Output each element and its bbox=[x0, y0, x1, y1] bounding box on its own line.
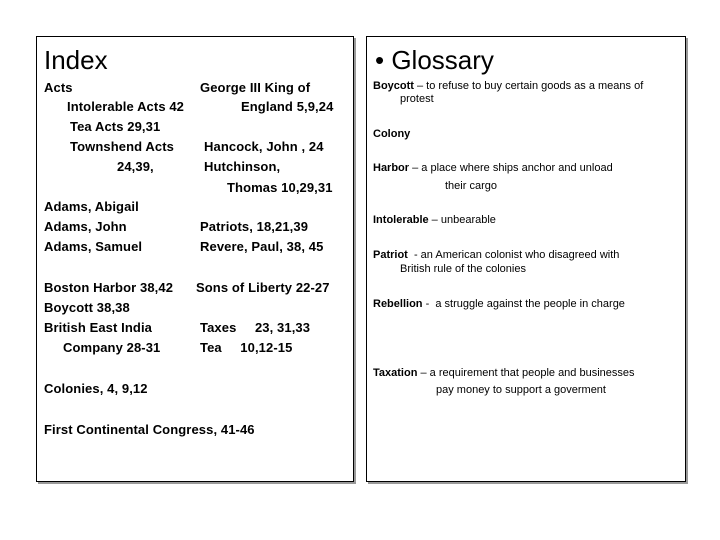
glossary-definition: – to refuse to buy certain goods as a means of bbox=[413, 80, 644, 92]
index-entry: Tea 10,12-15 bbox=[200, 340, 293, 355]
glossary-entry bbox=[373, 127, 410, 141]
glossary-entry bbox=[373, 297, 625, 311]
index-entry: Sons of Liberty 22-27 bbox=[196, 280, 330, 295]
glossary-term: Harbor bbox=[373, 162, 410, 174]
glossary-continuation: British rule of the colonies bbox=[400, 263, 526, 275]
glossary-entry bbox=[373, 213, 496, 227]
glossary-definition: - a struggle against the people in charge bbox=[422, 298, 625, 310]
glossary-continuation: their cargo bbox=[445, 180, 497, 192]
index-entry: Hutchinson, bbox=[204, 159, 281, 174]
index-entry: Boston Harbor 38,42 bbox=[44, 280, 174, 295]
index-entry: Boycott 38,38 bbox=[44, 300, 130, 315]
index-title: Index bbox=[44, 45, 108, 75]
index-entry: 24,39, bbox=[117, 159, 154, 174]
index-entry: Townshend Acts bbox=[70, 139, 174, 154]
index-entry: Company 28-31 bbox=[63, 340, 161, 355]
glossary-continuation: pay money to support a goverment bbox=[436, 384, 606, 396]
index-entry: Adams, Abigail bbox=[44, 199, 139, 214]
glossary-entry bbox=[373, 79, 643, 93]
index-entry: Patriots, 18,21,39 bbox=[200, 219, 309, 234]
index-entry: Colonies, 4, 9,12 bbox=[44, 381, 148, 396]
index-entry: Acts bbox=[44, 80, 73, 95]
glossary-definition: – a place where ships anchor and unload bbox=[409, 162, 613, 174]
index-entry: British East India bbox=[44, 320, 152, 335]
glossary-term: Intolerable bbox=[373, 214, 429, 226]
glossary-term: Patriot bbox=[373, 249, 408, 261]
index-entry: Revere, Paul, 38, 45 bbox=[200, 239, 324, 254]
glossary-definition: - an American colonist who disagreed with bbox=[407, 249, 620, 261]
index-entry: Adams, Samuel bbox=[44, 239, 143, 254]
glossary-term: Taxation bbox=[373, 367, 418, 379]
index-entry: Intolerable Acts 42 bbox=[67, 99, 185, 114]
glossary-term: Boycott bbox=[373, 80, 414, 92]
glossary-term: Rebellion bbox=[373, 298, 423, 310]
glossary-continuation: protest bbox=[400, 93, 434, 105]
index-panel bbox=[36, 36, 354, 482]
glossary-title: • Glossary bbox=[375, 45, 494, 75]
glossary-panel bbox=[366, 36, 686, 482]
glossary-entry bbox=[373, 248, 619, 262]
index-entry: Thomas 10,29,31 bbox=[227, 180, 333, 195]
index-entry: Hancock, John , 24 bbox=[204, 139, 324, 154]
index-entry: First Continental Congress, 41-46 bbox=[44, 422, 255, 437]
glossary-entry bbox=[373, 366, 635, 380]
glossary-definition: – a requirement that people and businesses bbox=[417, 367, 635, 379]
glossary-definition: – unbearable bbox=[428, 214, 496, 226]
index-entry: England 5,9,24 bbox=[241, 99, 334, 114]
index-entry: Adams, John bbox=[44, 219, 127, 234]
index-entry: Tea Acts 29,31 bbox=[70, 119, 161, 134]
glossary-term: Colony bbox=[373, 128, 411, 140]
index-entry: George III King of bbox=[200, 80, 311, 95]
index-entry: Taxes 23, 31,33 bbox=[200, 320, 311, 335]
glossary-entry bbox=[373, 161, 613, 175]
